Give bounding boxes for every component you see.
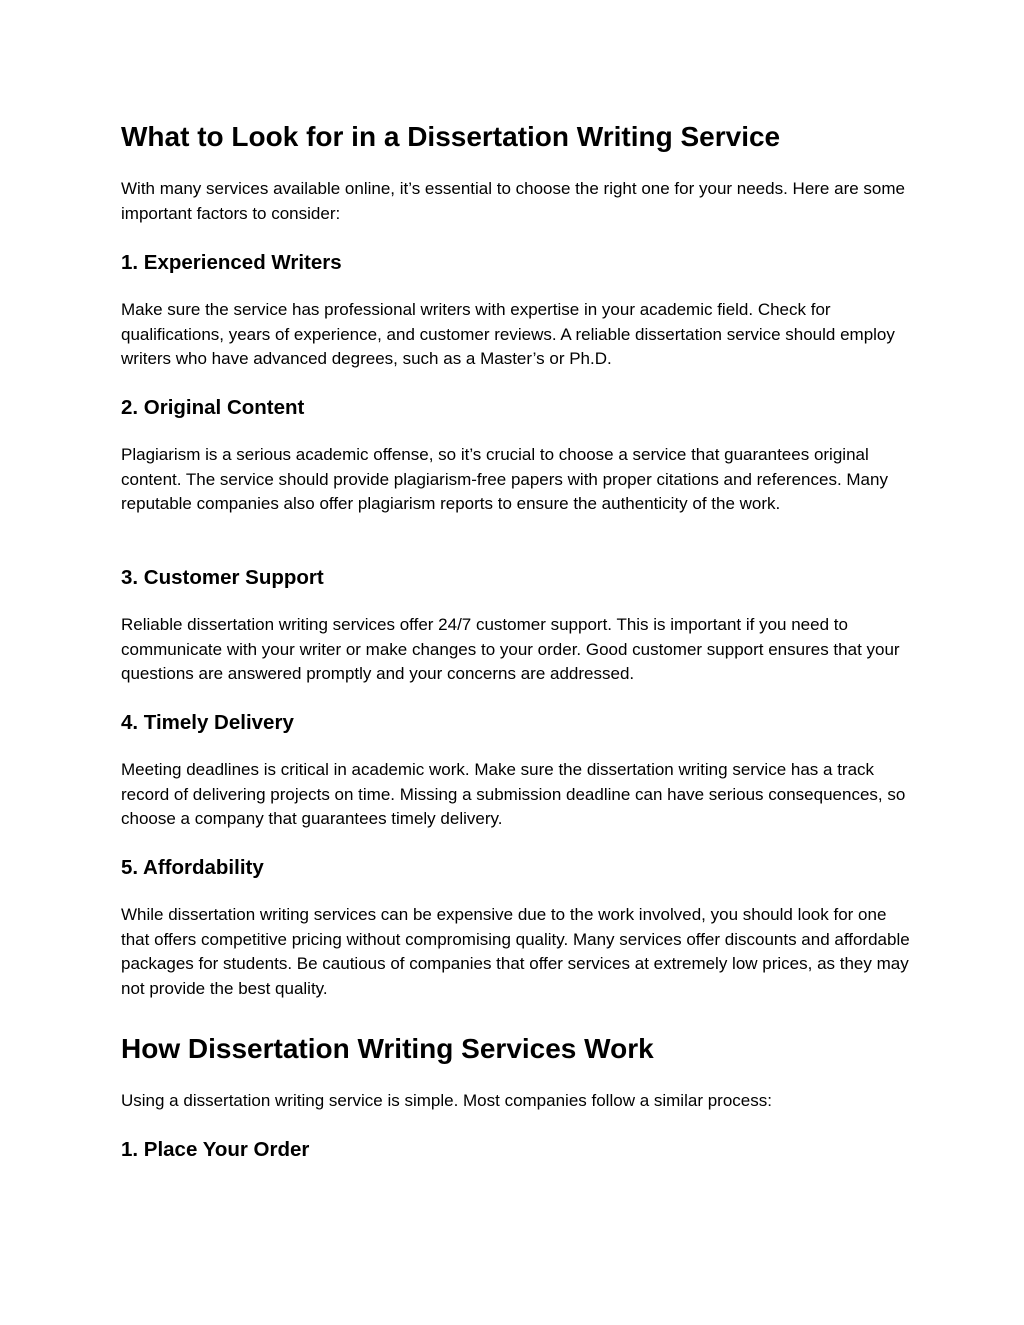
factor-heading-original-content: 2. Original Content — [121, 396, 305, 419]
section-title-how-services-work: How Dissertation Writing Services Work — [121, 1033, 654, 1064]
section-intro-what-to-look-for: With many services available online, it’s essential to choose the right one for your needs. Here are some important factors to consider: — [121, 179, 905, 223]
factor-body-original-content: Plagiarism is a serious academic offense, so it’s crucial to choose a service that guarantees original content. The service should provide plagiarism-free papers with proper citations and references. Many reputable companies also offer plagiarism reports to ensure the authenticity of the work. — [121, 445, 888, 513]
section-title-what-to-look-for: What to Look for in a Dissertation Writing Service — [121, 121, 781, 152]
factor-body-timely-delivery: Meeting deadlines is critical in academic work. Make sure the dissertation writing service has a track record of delivering projects on time. Missing a submission deadline can have serious consequences, so choose a company that guarantees timely delivery. — [121, 760, 906, 828]
factor-heading-customer-support: 3. Customer Support — [121, 566, 324, 589]
factor-body-experienced-writers: Make sure the service has professional writers with expertise in your academic field. Check for qualifications, years of experience, and customer reviews. A reliable dissertation service should employ writers who have advanced degrees, such as a Master’s or Ph.D. — [121, 300, 895, 368]
section-intro-how-services-work: Using a dissertation writing service is simple. Most companies follow a similar process: — [121, 1091, 772, 1110]
factor-body-customer-support: Reliable dissertation writing services offer 24/7 customer support. This is important if you need to communicate with your writer or make changes to your order. Good customer support ensures that your questions are answered promptly and your concerns are addressed. — [121, 615, 900, 683]
factor-heading-timely-delivery: 4. Timely Delivery — [121, 711, 294, 734]
factor-heading-affordability: 5. Affordability — [121, 856, 264, 879]
factor-heading-experienced-writers: 1. Experienced Writers — [121, 251, 342, 274]
factor-body-affordability: While dissertation writing services can be expensive due to the work involved, you should look for one that offers competitive pricing without compromising quality. Many services offer discounts and affordable packages for students. Be cautious of companies that offer services at extremely low prices, as they may not provide the best quality. — [121, 905, 910, 998]
step-heading-place-your-order: 1. Place Your Order — [121, 1138, 310, 1161]
